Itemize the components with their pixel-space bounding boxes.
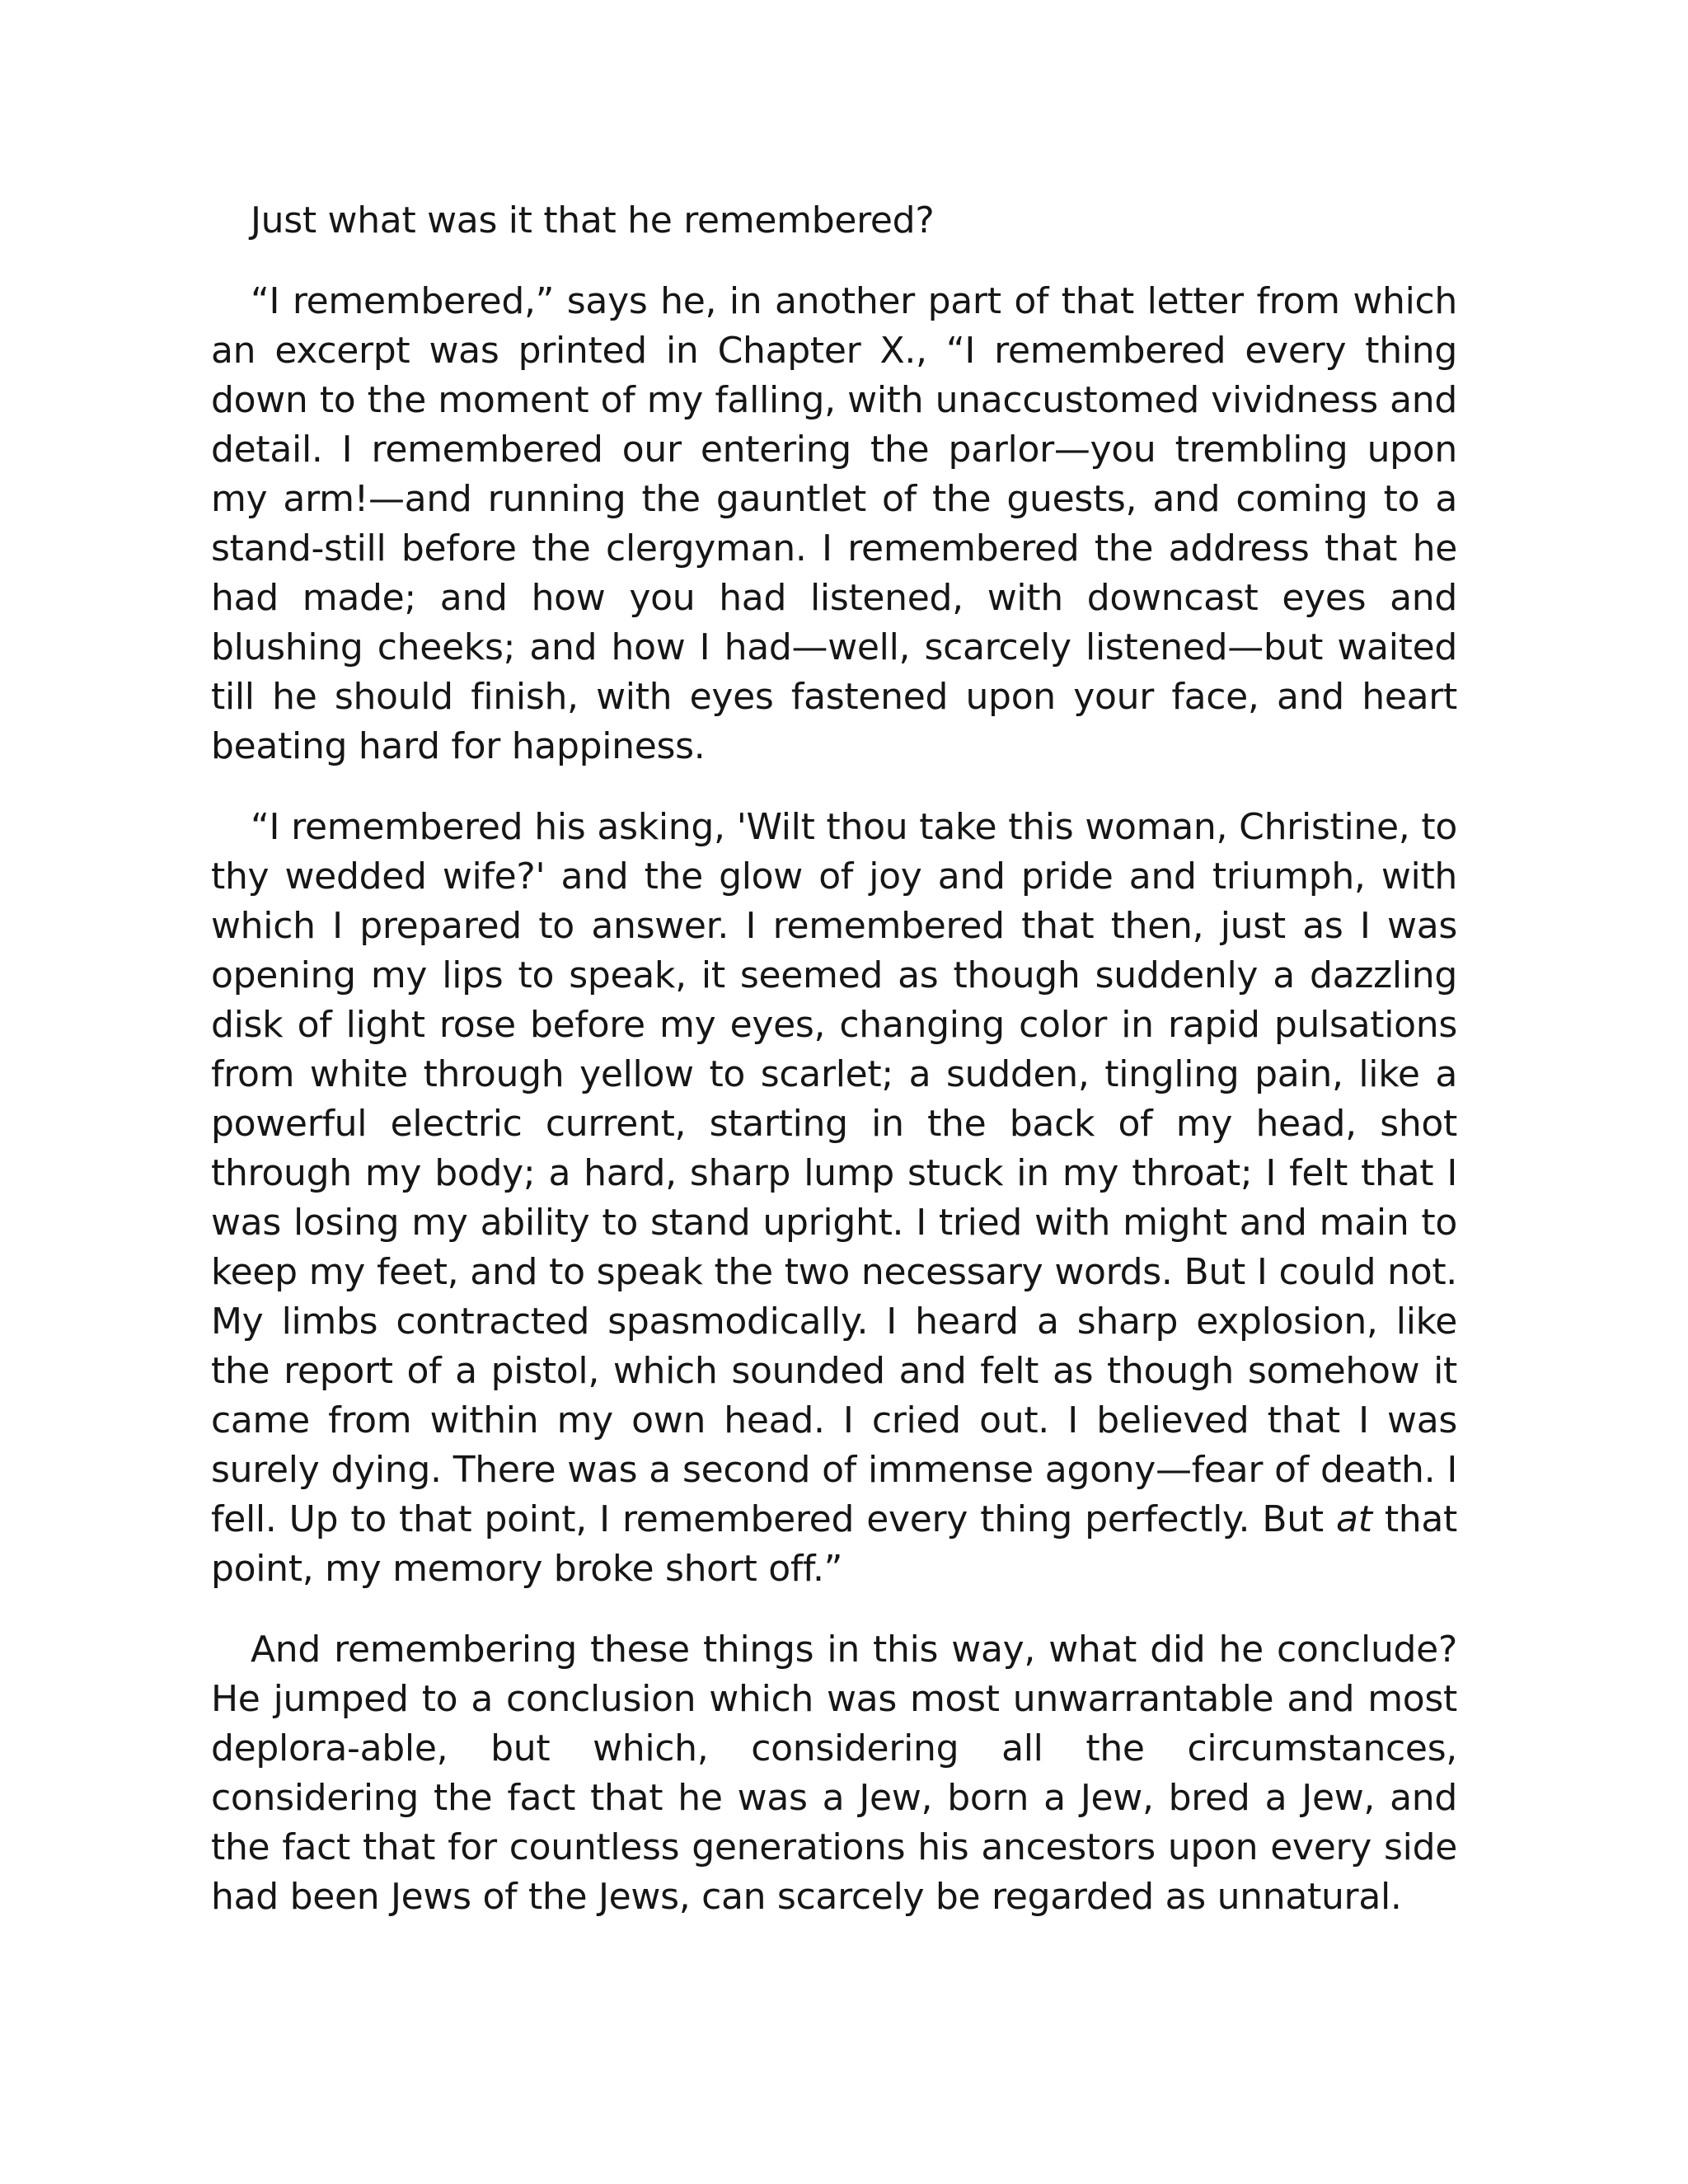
- emphasis-at: at: [1336, 1498, 1372, 1540]
- paragraph-letter-excerpt: “I remembered,” says he, in another part of that letter from which an excerpt was printed in Chapter X., “I remembered every thing down to the moment of my falling, with unaccustomed vividness and detail. I remembered our entering the parlor—you trembling upon my arm!—and running the gauntlet of the guests, and coming to a stand-still before the clergyman. I remembered the address that he had made; and how you had listened, with downcast eyes and blushing cheeks; and how I had—well, scarcely listened—but waited till he should finish, with eyes fastened upon your face, and heart beating hard for happiness.: [211, 280, 1457, 767]
- paragraph-memory: [211, 803, 1457, 1594]
- document-page: [211, 196, 1457, 1953]
- paragraph-memory-end: that point, my memory broke short off.”: [211, 1498, 1458, 1590]
- paragraph-question: Just what was it that he remembered?: [251, 199, 935, 241]
- paragraph-memory-text: “I remembered his asking, 'Wilt thou take this woman, Christine, to thy wedded wife?' and the glow of joy and pride and triumph, with which I prepared to answer. I remembered that then, just as I was opening my lips to speak, it seemed as though suddenly a dazzling disk of light rose before my eyes, changing color in rapid pulsations from white through yellow to scarlet; a sudden, tingling pain, like a powerful electric current, starting in the back of my head, shot through my body; a hard, sharp lump stuck in my throat; I felt that I was losing my ability to stand upright. I tried with might and main to keep my feet, and to speak the two necessary words. But I could not. My limbs contracted spasmodically. I heard a sharp explosion, like the report of a pistol, which sounded and felt as though somehow it came from within my own head. I cried out. I believed that I was surely dying. There was a second of immense agony—fear of death. I fell. Up to that point, I remembered every thing perfectly. But: [211, 806, 1457, 1540]
- paragraph-conclusion: And remembering these things in this way, what did he conclude? He jumped to a conclusion which was most unwarrantable and most deplora-able, but which, considering all the circumstances, considering the fact that he was a Jew, born a Jew, bred a Jew, and the fact that for countless generations his ancestors upon every side had been Jews of the Jews, can scarcely be regarded as unnatural.: [211, 1629, 1457, 1918]
